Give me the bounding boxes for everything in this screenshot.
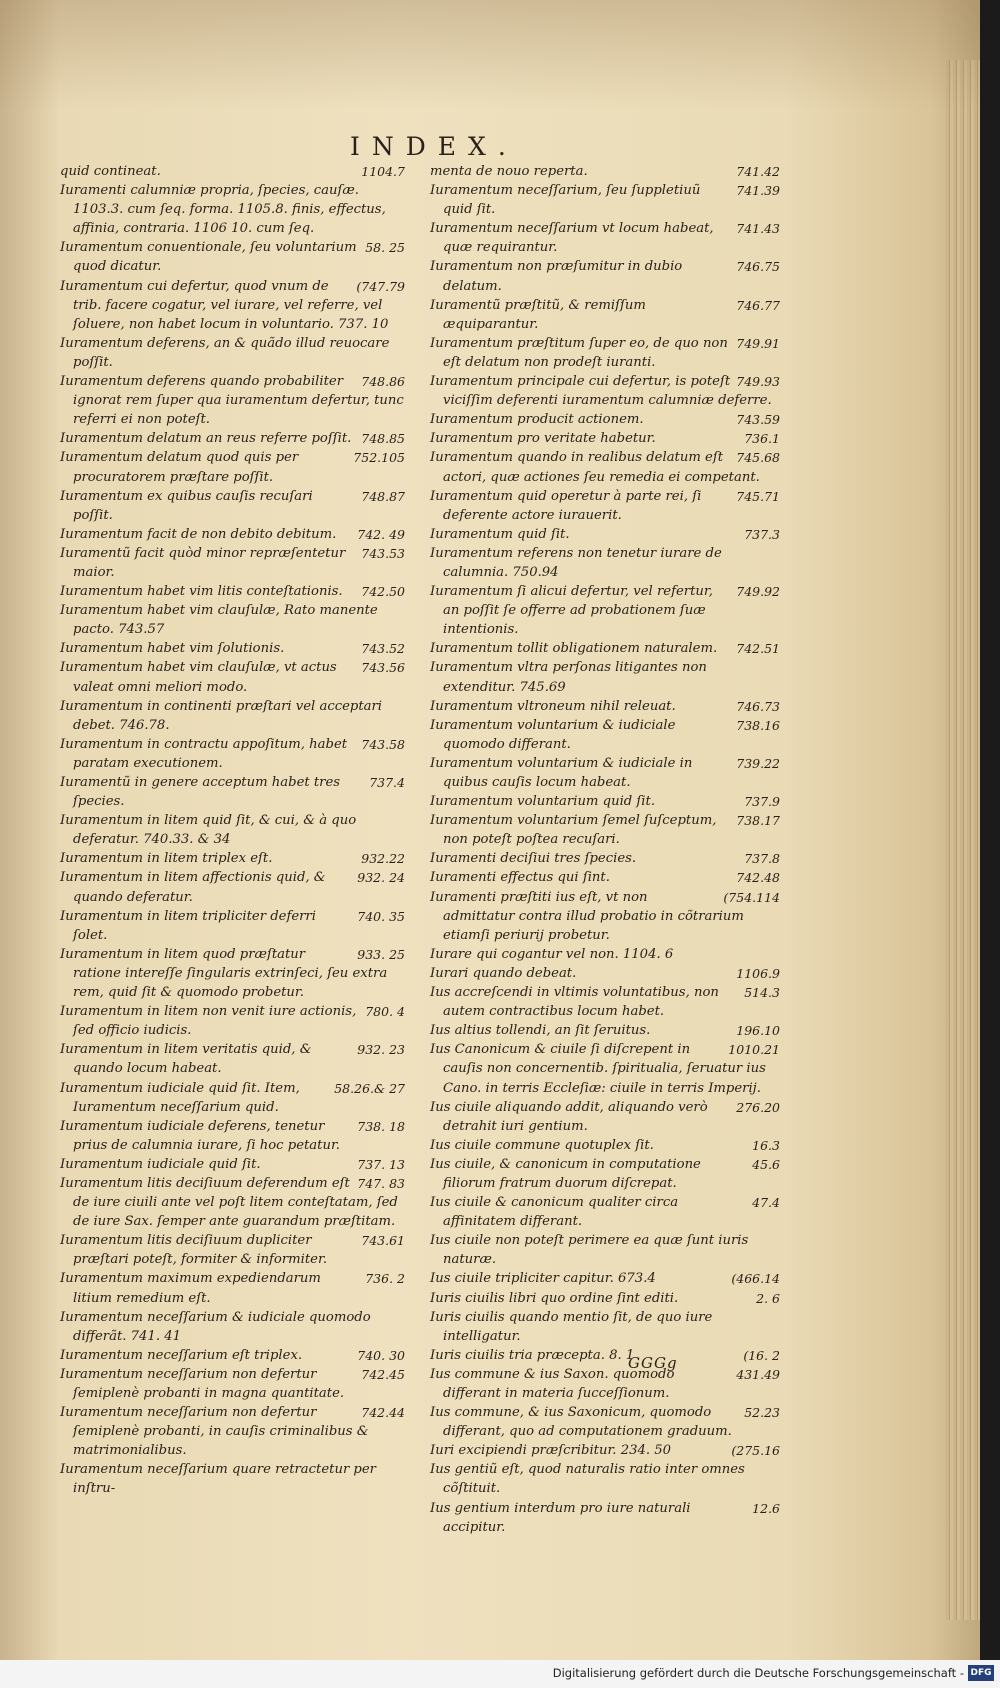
index-entry bbox=[430, 1308, 780, 1346]
index-entry bbox=[60, 525, 405, 544]
index-entry bbox=[60, 735, 405, 773]
page-reference: 736. 2 bbox=[365, 1271, 405, 1287]
entry-text: Iuri excipiendi præſcribitur. 234. 50 bbox=[430, 1443, 672, 1459]
entry-text: Iuramentum quid ſit. bbox=[430, 526, 570, 542]
index-entry bbox=[60, 1040, 405, 1078]
index-entry bbox=[430, 697, 780, 716]
entry-text: Iurari quando debeat. bbox=[430, 965, 577, 981]
gutter-shadow bbox=[0, 0, 60, 1660]
page-reference: 933. 25 bbox=[357, 946, 405, 962]
index-entry bbox=[430, 1021, 780, 1040]
entry-text: Ius gentiũ eſt, quod naturalis ratio inter omnes cõſtituit. bbox=[430, 1462, 745, 1497]
page-reference: 58.26.& 27 bbox=[334, 1080, 405, 1096]
index-entry bbox=[60, 372, 405, 429]
index-entry bbox=[430, 257, 780, 295]
index-entry bbox=[60, 448, 405, 486]
page-header: INDEX. bbox=[350, 132, 518, 161]
index-entry bbox=[430, 1098, 780, 1136]
page-reference: 749.92 bbox=[736, 584, 780, 600]
entry-text: Iuramentum neceſſarium non defertur ſemiplenè probanti, in cauſis criminalibus & matrimonialibus. bbox=[60, 1405, 369, 1459]
entry-text: Iuramentum neceſſarium & iudiciale quomodo differãt. 741. 41 bbox=[60, 1309, 371, 1344]
index-entry bbox=[430, 448, 780, 486]
entry-text: Iuramenti effectus qui ſint. bbox=[430, 870, 610, 886]
entry-text: Ius Canonicum & ciuile ſi diſcrepent in cauſis non concernentib. ſpiritualia, ſeruatur ius Cano. in terris Eccleſiæ: ciuile in terris Imperij. bbox=[430, 1042, 766, 1096]
index-entry bbox=[60, 811, 405, 849]
page-reference: 45.6 bbox=[752, 1156, 780, 1172]
entry-text: Iuramentum in litem triplex eſt. bbox=[60, 851, 273, 867]
index-entry bbox=[60, 429, 405, 448]
page-reference: 748.86 bbox=[361, 374, 405, 390]
entry-text: Ius ciuile commune quotuplex ſit. bbox=[430, 1137, 654, 1153]
entry-text: Iuramentum ex quibus cauſis recuſari poſſit. bbox=[60, 488, 313, 523]
index-entry bbox=[60, 181, 405, 238]
entry-text: Ius ciuile aliquando addit, aliquando verò detrahit iuri gentium. bbox=[430, 1099, 708, 1134]
page-reference: (275.16 bbox=[731, 1443, 780, 1459]
entry-text: Iuramentum habet vim ſolutionis. bbox=[60, 641, 285, 657]
page-reference: 58. 25 bbox=[365, 240, 405, 256]
index-entry bbox=[430, 1155, 780, 1193]
page-reference: 746.77 bbox=[736, 297, 780, 313]
index-entry bbox=[60, 1269, 405, 1307]
entry-text: Iuramentum præſtitum ſuper eo, de quo non eſt delatum non prodeſt iuranti. bbox=[430, 335, 728, 370]
entry-text: Iuris ciuilis quando mentio ſit, de quo iure intelligatur. bbox=[430, 1309, 713, 1344]
entry-text: Iuramentum non præſumitur in dubio delatum. bbox=[430, 259, 683, 294]
page-reference: 16.3 bbox=[752, 1137, 780, 1153]
index-entry bbox=[60, 1079, 405, 1117]
entry-text: menta de nouo reperta. bbox=[430, 164, 588, 179]
page-reference: 742.48 bbox=[736, 870, 780, 886]
index-entry bbox=[430, 372, 780, 410]
index-entry bbox=[60, 773, 405, 811]
index-entry bbox=[430, 582, 780, 639]
page-reference: 743.58 bbox=[361, 736, 405, 752]
entry-text: Ius accreſcendi in vltimis voluntatibus, non autem contractibus locum habet. bbox=[430, 985, 719, 1020]
entry-text: Iuramentum neceſſarium quare retractetur per inſtru- bbox=[60, 1462, 376, 1497]
page-reference: 738. 18 bbox=[357, 1118, 405, 1134]
entry-text: Iuramentum in litem tripliciter deferri ſolet. bbox=[60, 908, 316, 943]
index-entry bbox=[430, 964, 780, 983]
index-entry bbox=[430, 1346, 780, 1365]
index-entry bbox=[430, 1136, 780, 1155]
entry-text: Iuramentum in litem non venit iure actionis, ſed officio iudicis. bbox=[60, 1004, 357, 1039]
index-entry bbox=[430, 334, 780, 372]
entry-text: Iuramentum voluntarium ſemel ſuſceptum, non poteſt poſtea recuſari. bbox=[430, 813, 717, 848]
page-reference: 196.10 bbox=[736, 1023, 780, 1039]
page-reference: 514.3 bbox=[744, 985, 780, 1001]
entry-text: Iuramentum referens non tenetur iurare de calumnia. 750.94 bbox=[430, 545, 722, 580]
page-reference: 737.9 bbox=[744, 794, 780, 810]
page-reference: 932. 23 bbox=[357, 1042, 405, 1058]
index-entry bbox=[60, 582, 405, 601]
page-reference: 748.87 bbox=[361, 488, 405, 504]
index-entry bbox=[430, 1040, 780, 1097]
page-reference: 738.16 bbox=[736, 717, 780, 733]
index-entry bbox=[430, 1365, 780, 1403]
entry-text: Ius ciuile non poteſt perimere ea quæ ſunt iuris naturæ. bbox=[430, 1233, 749, 1268]
entry-text: Ius ciuile & canonicum qualiter circa affinitatem differant. bbox=[430, 1195, 679, 1230]
page-reference: 752.105 bbox=[353, 450, 405, 466]
page-reference: 52.23 bbox=[744, 1405, 780, 1421]
page-reference: 737. 13 bbox=[357, 1156, 405, 1172]
page-reference: 745.68 bbox=[736, 450, 780, 466]
index-entry bbox=[60, 1403, 405, 1460]
index-entry bbox=[60, 601, 405, 639]
page-reference: 737.3 bbox=[744, 526, 780, 542]
page-reference: 742.51 bbox=[736, 641, 780, 657]
page-reference: 932.22 bbox=[361, 851, 405, 867]
page-reference: 743.52 bbox=[361, 641, 405, 657]
page-reference: 780. 4 bbox=[365, 1004, 405, 1020]
page-reference: 12.6 bbox=[752, 1500, 780, 1516]
index-entry bbox=[430, 429, 780, 448]
entry-text: Iuramentum producit actionem. bbox=[430, 412, 644, 428]
entry-text: Iuris ciuilis tria præcepta. 8. 1 bbox=[430, 1347, 635, 1363]
entry-text: Iuramentum iudiciale quid ſit. Item, Iuramentum neceſſarium quid. bbox=[60, 1080, 300, 1115]
entry-text: Iuramentũ facit quòd minor repræſentetur maior. bbox=[60, 545, 346, 580]
index-entry bbox=[60, 277, 405, 334]
index-entry bbox=[60, 1231, 405, 1269]
page-reference: 741.43 bbox=[736, 221, 780, 237]
index-entry bbox=[430, 1231, 780, 1269]
entry-text: Iurare qui cogantur vel non. 1104. 6 bbox=[430, 946, 674, 962]
index-entry bbox=[60, 945, 405, 1002]
entry-text: Iuramentum ſi alicui defertur, vel refertur, an poſſit ſe offerre ad probationem ſuæ intentionis. bbox=[430, 584, 713, 638]
entry-text: Ius commune & ius Saxon. quomodo differant in materia ſucceſſionum. bbox=[430, 1366, 675, 1401]
entry-text: Iuramentum principale cui defertur, is poteſt viciſſim deferenti iuramentum calumniæ deferre. bbox=[430, 374, 772, 409]
index-entry bbox=[60, 849, 405, 868]
index-entry bbox=[60, 697, 405, 735]
entry-text: Iuramentum pro veritate habetur. bbox=[430, 431, 656, 447]
page-reference: 47.4 bbox=[752, 1195, 780, 1211]
page-reference: 2. 6 bbox=[756, 1290, 780, 1306]
index-entry bbox=[430, 639, 780, 658]
entry-text: Ius ciuile tripliciter capitur. 673.4 bbox=[430, 1271, 656, 1287]
entry-text: Iuramentum neceſſarium vt locum habeat, quæ requirantur. bbox=[430, 221, 714, 256]
index-entry bbox=[430, 1460, 780, 1498]
index-entry bbox=[60, 1117, 405, 1155]
index-entry bbox=[60, 487, 405, 525]
page-reference: 743.56 bbox=[361, 660, 405, 676]
entry-text: Ius ciuile, & canonicum in computatione filiorum fratrum duorum diſcrepat. bbox=[430, 1156, 701, 1191]
entry-text: Iuramentum conuentionale, ſeu voluntarium quod dicatur. bbox=[60, 240, 357, 275]
entry-text: Iuramentum litis deciſiuum deferendum eſt de iure ciuili ante vel poſt litem conteſtatam, ſed de iure Sax. ſemper ante guarandum præſtitam. bbox=[60, 1175, 398, 1230]
entry-text: Iuramentum tollit obligationem naturalem. bbox=[430, 641, 718, 657]
index-entry bbox=[430, 888, 780, 945]
page-reference: 749.91 bbox=[736, 335, 780, 351]
page-reference: 932. 24 bbox=[357, 870, 405, 886]
page-reference: 1106.9 bbox=[736, 965, 780, 981]
index-entry bbox=[60, 868, 405, 906]
entry-text: Iuramenti calumniæ propria, ſpecies, cauſæ. 1103.3. cum ſeq. forma. 1105.8. finis, effectus, affinia, contraria. 1106 10. cum ſeq. bbox=[60, 183, 386, 237]
entry-text: Iuramentum neceſſarium eſt triplex. bbox=[60, 1347, 303, 1363]
page-edges bbox=[946, 60, 980, 1620]
index-column-right bbox=[430, 162, 780, 1537]
index-entry bbox=[60, 658, 405, 696]
footer-bar bbox=[0, 1660, 1000, 1688]
index-entry bbox=[430, 1193, 780, 1231]
index-entry bbox=[60, 1308, 405, 1346]
page-reference: (747.79 bbox=[356, 278, 405, 294]
entry-text: Iuramentum neceſſarium, ſeu ſuppletiuũ quid ſit. bbox=[430, 183, 701, 218]
index-entry bbox=[60, 544, 405, 582]
dfg-logo: DFG bbox=[968, 1665, 994, 1681]
entry-text: Iuramentum in litem quid ſit, & cui, & à quo deferatur. 740.33. & 34 bbox=[60, 813, 357, 848]
index-entry bbox=[430, 849, 780, 868]
index-entry bbox=[430, 410, 780, 429]
index-entry bbox=[60, 1365, 405, 1403]
page-reference: 742.45 bbox=[361, 1366, 405, 1382]
index-entry bbox=[60, 1155, 405, 1174]
index-entry bbox=[430, 525, 780, 544]
entry-text: Iuramentum in litem affectionis quid, & quando deferatur. bbox=[60, 870, 326, 905]
entry-text: Iuramentum facit de non debito debitum. bbox=[60, 526, 337, 542]
page-reference: 737.8 bbox=[744, 851, 780, 867]
index-entry bbox=[60, 238, 405, 276]
entry-text: Iuramentum cui defertur, quod vnum de trib. facere cogatur, vel iurare, vel referre, vel ſoluere, non habet locum in voluntario. 737. 10 bbox=[60, 278, 389, 332]
page-reference: (466.14 bbox=[731, 1271, 780, 1287]
index-entry bbox=[60, 1346, 405, 1365]
page-reference: 739.22 bbox=[736, 755, 780, 771]
entry-text: Iuramentum delatum quod quis per procuratorem præſtare poſſit. bbox=[60, 450, 299, 485]
page-reference: 740. 35 bbox=[357, 908, 405, 924]
entry-text: Iuramentum vltra perſonas litigantes non extenditur. 745.69 bbox=[430, 660, 707, 695]
page-reference: (754.114 bbox=[723, 889, 780, 905]
entry-text: Iuramentum voluntarium quid ſit. bbox=[430, 794, 656, 810]
entry-text: Iuramentũ præſtitũ, & remiſſum æquiparantur. bbox=[430, 297, 646, 332]
entry-text: Iuramentum deferens, an & quãdo illud reuocare poſſit. bbox=[60, 335, 390, 370]
entry-text: Iuris ciuilis libri quo ordine ſint editi. bbox=[430, 1290, 679, 1306]
index-entry bbox=[430, 1403, 780, 1441]
page-reference: 747. 83 bbox=[357, 1175, 405, 1191]
entry-text: Iuramentum litis deciſiuum dupliciter præſtari poteſt, formiter & informiter. bbox=[60, 1233, 328, 1268]
entry-text: Iuramentum in contractu appoſitum, habet paratam executionem. bbox=[60, 736, 348, 771]
index-entry bbox=[60, 907, 405, 945]
index-entry bbox=[430, 754, 780, 792]
index-entry bbox=[430, 219, 780, 257]
index-entry bbox=[430, 1269, 780, 1288]
index-entry bbox=[60, 334, 405, 372]
index-entry bbox=[430, 658, 780, 696]
entry-text: Iuramentum habet vim clauſulæ, vt actus valeat omni meliori modo. bbox=[60, 660, 337, 695]
entry-text: Iuramentum deferens quando probabiliter ignorat rem ſuper qua iuramentum defertur, tunc referri ei non poteſt. bbox=[60, 374, 404, 428]
entry-text: Iuramentũ in genere acceptum habet tres ſpecies. bbox=[60, 775, 341, 810]
entry-text: Iuramentum iudiciale quid ſit. bbox=[60, 1156, 261, 1172]
entry-text: Iuramentum quid operetur à parte rei, ſi deferente actore iurauerit. bbox=[430, 488, 702, 523]
page-reference: 738.17 bbox=[736, 813, 780, 829]
page-reference: 745.71 bbox=[736, 488, 780, 504]
page-reference: 746.75 bbox=[736, 259, 780, 275]
entry-text: Iuramentum voluntarium & iudiciale in quibus cauſis locum habeat. bbox=[430, 755, 693, 790]
signature-mark: GGGg bbox=[628, 1354, 678, 1372]
entry-text: Iuramentum quando in realibus delatum eſt actori, quæ actiones ſeu remedia ei competant. bbox=[430, 450, 760, 485]
entry-text: Ius commune, & ius Saxonicum, quomodo differant, quo ad computationem graduum. bbox=[430, 1405, 732, 1440]
entry-text: Iuramentum in litem quod præſtatur ratione intereſſe ſingularis extrinſeci, ſeu extra rem, quid ſit & quomodo probetur. bbox=[60, 946, 388, 1001]
entry-text: Iuramentum in continenti præſtari vel acceptari debet. 746.78. bbox=[60, 698, 383, 733]
page-reference: (16. 2 bbox=[743, 1347, 780, 1363]
entry-text: Iuramentum maximum expediendarum litium remedium eſt. bbox=[60, 1271, 321, 1306]
top-shadow bbox=[0, 0, 980, 110]
index-entry bbox=[430, 487, 780, 525]
index-entry bbox=[60, 162, 405, 181]
index-entry bbox=[430, 296, 780, 334]
index-entry bbox=[60, 1174, 405, 1231]
page-reference: 742.50 bbox=[361, 584, 405, 600]
page-reference: 740. 30 bbox=[357, 1347, 405, 1363]
entry-text: Iuramentum in litem veritatis quid, & quando locum habeat. bbox=[60, 1042, 312, 1077]
entry-text: Iuramenti deciſiui tres ſpecies. bbox=[430, 851, 637, 867]
index-entry bbox=[430, 1499, 780, 1537]
page-reference: 1104.7 bbox=[361, 164, 405, 179]
entry-text: Iuramenti præſtiti ius eſt, vt non admittatur contra illud probatio in cõtrarium etiamſi periurij probetur. bbox=[430, 889, 744, 943]
index-entry bbox=[430, 1289, 780, 1308]
index-entry bbox=[60, 1460, 405, 1498]
page-reference: 431.49 bbox=[736, 1366, 780, 1382]
index-entry bbox=[60, 1002, 405, 1040]
index-entry bbox=[60, 639, 405, 658]
page-reference: 276.20 bbox=[736, 1099, 780, 1115]
page-reference: 742. 49 bbox=[357, 526, 405, 542]
index-entry bbox=[430, 792, 780, 811]
index-entry bbox=[430, 811, 780, 849]
index-entry bbox=[430, 983, 780, 1021]
page-reference: 736.1 bbox=[744, 431, 780, 447]
index-entry bbox=[430, 868, 780, 887]
entry-text: Iuramentum delatum an reus referre poſſit. bbox=[60, 431, 352, 447]
index-entry bbox=[430, 162, 780, 181]
entry-text: Iuramentum iudiciale deferens, tenetur prius de calumnia iurare, ſi hoc petatur. bbox=[60, 1118, 341, 1153]
entry-text: Ius gentium interdum pro iure naturali accipitur. bbox=[430, 1500, 691, 1535]
entry-text: Iuramentum vltroneum nihil releuat. bbox=[430, 698, 676, 714]
page-reference: 742.44 bbox=[361, 1405, 405, 1421]
entry-text: Iuramentum habet vim clauſulæ, Rato manente pacto. 743.57 bbox=[60, 603, 378, 638]
index-entry bbox=[430, 945, 780, 964]
entry-text: Iuramentum voluntarium & iudiciale quomodo differant. bbox=[430, 717, 676, 752]
index-column-left bbox=[60, 162, 405, 1499]
page-reference: 741.42 bbox=[736, 164, 780, 179]
index-entry bbox=[430, 544, 780, 582]
page-reference: 743.53 bbox=[361, 545, 405, 561]
page-reference: 1010.21 bbox=[728, 1042, 780, 1058]
footer-credit: Digitalisierung gefördert durch die Deutsche Forschungsgemeinschaft - bbox=[552, 1666, 964, 1680]
page-reference: 746.73 bbox=[736, 698, 780, 714]
page-reference: 737.4 bbox=[369, 775, 405, 790]
index-entry bbox=[430, 181, 780, 219]
page-reference: 741.39 bbox=[736, 183, 780, 199]
page-reference: 749.93 bbox=[736, 374, 780, 390]
index-entry bbox=[430, 716, 780, 754]
page-reference: 743.61 bbox=[361, 1233, 405, 1249]
entry-text: Iuramentum habet vim litis conteſtationis. bbox=[60, 584, 343, 600]
index-entry bbox=[430, 1441, 780, 1460]
page-reference: 743.59 bbox=[736, 412, 780, 428]
entry-text: Ius altius tollendi, an ſit ſeruitus. bbox=[430, 1023, 651, 1039]
page-reference: 748.85 bbox=[361, 431, 405, 447]
entry-text: Iuramentum neceſſarium non defertur ſemiplenè probanti in magna quantitate. bbox=[60, 1366, 345, 1401]
entry-text: quid contineat. bbox=[60, 164, 161, 179]
